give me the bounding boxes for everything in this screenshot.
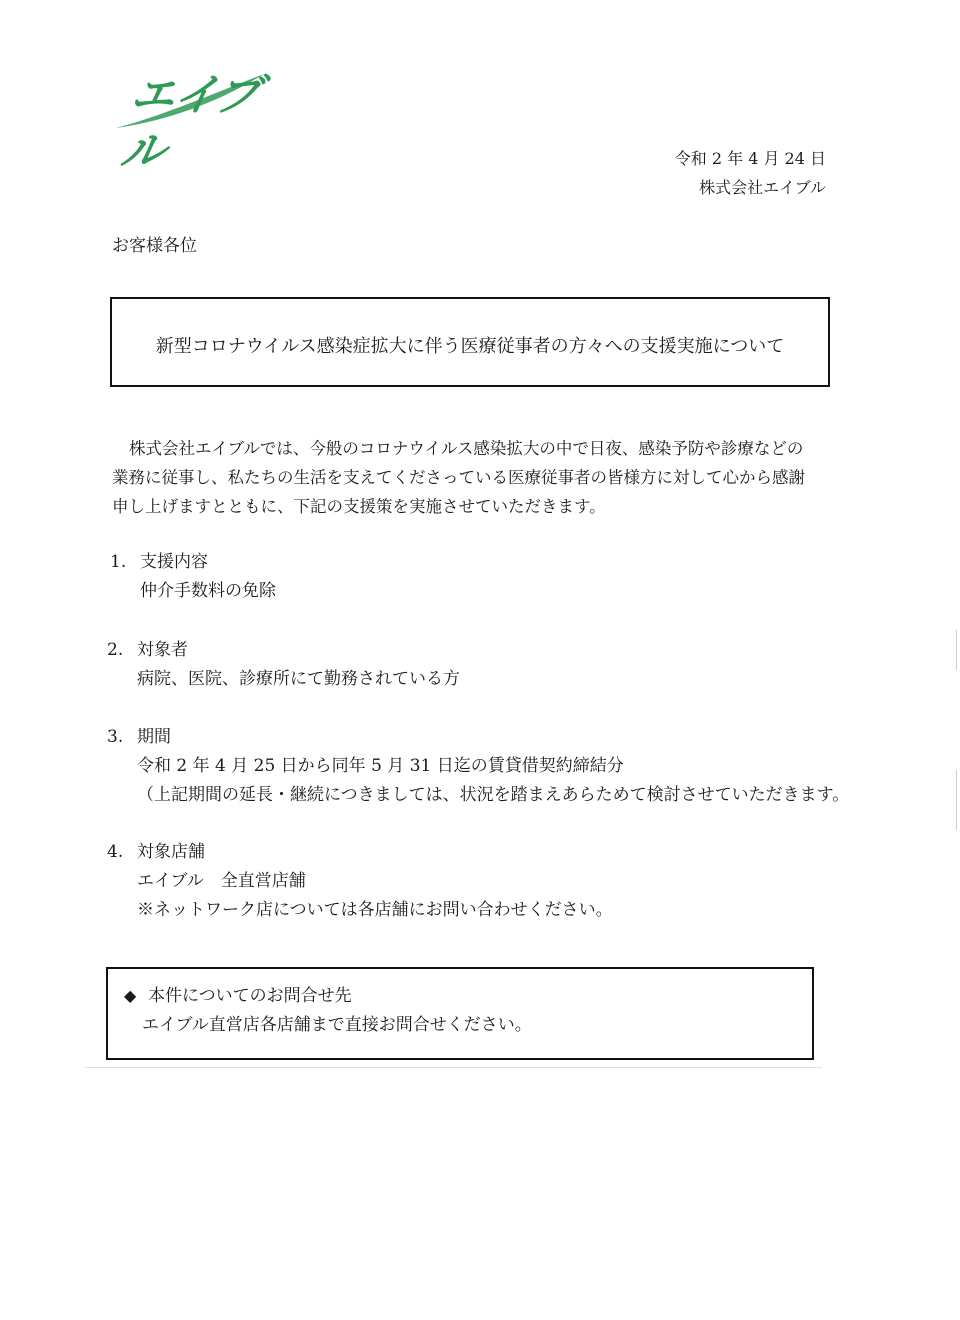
salutation: お客様各位: [112, 236, 197, 256]
section-4-number: 4.: [107, 842, 124, 862]
section-3-note: （上記期間の延長・継続につきましては、状況を踏まえあらためて検討させていただきます。: [137, 785, 850, 805]
body-line: 申し上げますとともに、下記の支援策を実施させていただきます。: [112, 497, 606, 516]
document-date: 令和 2 年 4 月 24 日: [674, 149, 826, 168]
body-line: 株式会社エイブルでは、今般のコロナウイルス感染拡大の中で日夜、感染予防や診療などの: [129, 439, 804, 458]
title-box: [110, 297, 830, 387]
body-paragraph: [112, 434, 842, 521]
company-logo: [112, 66, 272, 177]
section-3-content: 令和 2 年 4 月 25 日から同年 5 月 31 日迄の賃貸借契約締結分: [137, 756, 624, 776]
scan-edge-mark: [956, 770, 957, 830]
issuer-company: 株式会社エイブル: [699, 178, 826, 197]
contact-text: エイブル直営店各店舗まで直接お問合せください。: [142, 1015, 532, 1035]
section-1-content: 仲介手数料の免除: [140, 581, 276, 601]
section-4-heading: 対象店舗: [137, 842, 205, 862]
section-3-number: 3.: [107, 727, 124, 747]
section-2-content: 病院、医院、診療所にて勤務されている方: [137, 669, 460, 689]
body-line: 業務に従事し、私たちの生活を支えてくださっている医療従事者の皆様方に対して心から感謝: [112, 468, 805, 487]
document-title: 新型コロナウイルス感染症拡大に伴う医療従事者の方々への支援実施について: [155, 336, 785, 357]
section-2-heading: 対象者: [137, 640, 188, 660]
section-4-content: エイブル 全直営店舗: [137, 871, 306, 891]
section-1-heading: 支援内容: [140, 552, 208, 572]
logo-text: エイブル: [116, 70, 264, 177]
contact-heading: 本件についてのお問合せ先: [148, 986, 352, 1006]
contact-box: [106, 967, 814, 1060]
section-4-note: ※ネットワーク店については各店舗にお問い合わせください。: [137, 900, 613, 920]
section-1-number: 1.: [110, 552, 127, 572]
section-2-number: 2.: [107, 640, 124, 660]
section-3-heading: 期間: [137, 727, 171, 747]
footer-rule: [84, 1067, 822, 1068]
diamond-bullet-icon: ◆: [124, 986, 137, 1005]
scan-edge-mark: [956, 630, 957, 670]
